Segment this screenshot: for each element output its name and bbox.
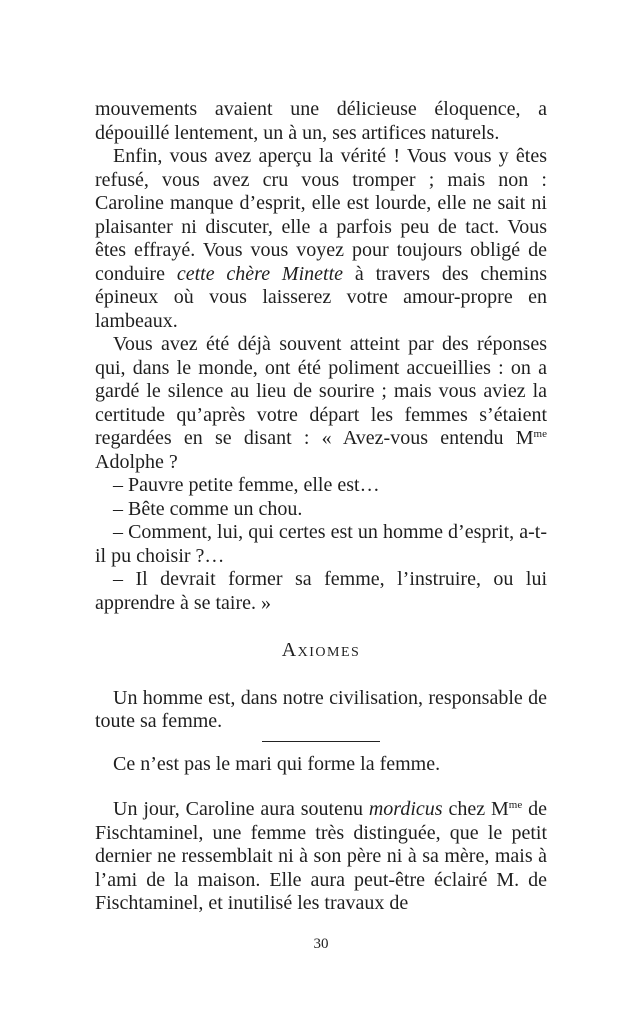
paragraph-text: Un jour, Caroline aura soutenu <box>113 798 369 820</box>
dialogue-line: – Il devrait former sa femme, l’instruire, ou lui apprendre à se taire. » <box>95 568 547 614</box>
paragraph-replies <box>95 333 547 474</box>
section-heading: Axiomes <box>281 639 361 661</box>
paragraph-text: de Fischtaminel, une femme très distinguée, que le petit dernier ne ressemblait ni à son père ni à sa mère, mais à l’ami de la maison. Elle aura peut-être éclairé M. de Fischtaminel, et inutilisé les travaux de <box>95 798 547 914</box>
dialogue-line: – Comment, lui, qui certes est un homme d’esprit, a-t-il pu choisir ?… <box>95 521 547 567</box>
page-number: 30 <box>313 936 329 952</box>
paragraph-caroline <box>95 798 547 916</box>
superscript: me <box>533 428 547 440</box>
spacer <box>95 776 547 798</box>
paragraph-truth <box>95 145 547 333</box>
paragraph-continuation <box>95 98 547 145</box>
italic-phrase: cette chère Minette <box>176 262 344 285</box>
dialogue-line: – Pauvre petite femme, elle est… <box>113 474 380 496</box>
superscript: me <box>508 799 523 811</box>
paragraph-text: chez M <box>442 798 509 820</box>
axiom-one: Un homme est, dans notre civilisation, responsable de toute sa femme. <box>95 686 547 732</box>
paragraph-text: à travers des chemins épineux où vous laisserez votre amour-propre en lambeaux. <box>95 262 547 332</box>
paragraph-text: mouvements avaient une délicieuse éloquence, a dépouillé lentement, un à un, ses artifices naturels. <box>95 98 547 144</box>
paragraph-text: Vous avez été déjà souvent atteint par des réponses qui, dans le monde, ont été poliment accueillies : on a gardé le silence au lieu de sourire ; mais vous aviez la certitude qu’après votre départ les femmes s’étaient regardées en se disant : « Avez-vous entendu M <box>95 333 547 449</box>
separator-rule <box>262 741 380 742</box>
paragraph-text: Enfin, vous avez aperçu la vérité ! Vous vous y êtes refusé, vous avez cru vous tromper ; mais non : Caroline manque d’esprit, elle est lourde, elle ne sait ni plaisanter ni discuter, elle a parfois peu de tact. Vous êtes effrayé. Vous vous voyez pour toujours obligé de conduire <box>95 145 547 285</box>
dialogue-line: – Bête comme un chou. <box>113 497 303 520</box>
body-text <box>95 98 547 916</box>
italic-word: mordicus <box>368 798 443 820</box>
axiom-two: Ce n’est pas le mari qui forme la femme. <box>113 752 441 775</box>
paragraph-text: Adolphe ? <box>95 450 178 473</box>
